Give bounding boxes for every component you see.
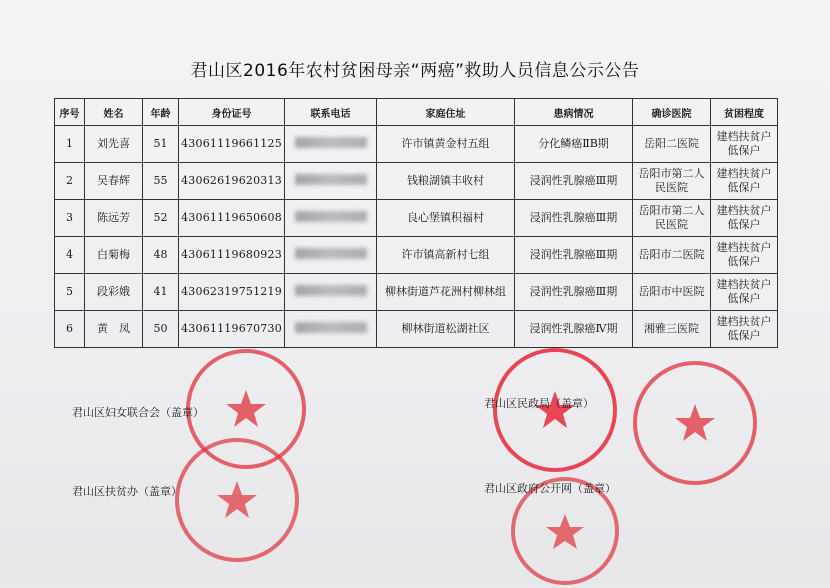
id-number: 43061119661125 [181, 137, 282, 150]
id-number: 43061119680923 [181, 248, 282, 261]
cell-poverty: 建档扶贫户 低保户 [711, 274, 778, 311]
cell-name: 白菊梅 [85, 237, 143, 274]
cell-poverty: 建档扶贫户 低保户 [711, 126, 778, 163]
cell-illness: 浸润性乳腺癌Ⅲ期 [515, 163, 633, 200]
cell-hospital: 岳阳市第二人民医院 [633, 200, 711, 237]
cell-no: 6 [55, 311, 85, 348]
cell-no: 5 [55, 274, 85, 311]
header-hospital: 确诊医院 [633, 99, 711, 126]
header-address: 家庭住址 [377, 99, 515, 126]
cell-no: 2 [55, 163, 85, 200]
table-row [55, 237, 778, 274]
cell-address: 柳林街道松湖社区 [377, 311, 515, 348]
cell-age: 51 [143, 126, 179, 163]
redacted-phone [295, 211, 367, 222]
id-number: 43062319751219 [181, 285, 282, 298]
cell-name: 黄 凤 [85, 311, 143, 348]
cell-name: 吴春辉 [85, 163, 143, 200]
table-header-row [55, 99, 778, 126]
header-poverty: 贫困程度 [711, 99, 778, 126]
cell-phone [285, 274, 377, 311]
redacted-phone [295, 248, 367, 259]
header-id: 身份证号 [179, 99, 285, 126]
cell-phone [285, 126, 377, 163]
cell-name: 刘先喜 [85, 126, 143, 163]
table-row [55, 274, 778, 311]
signature-gov-website: 君山区政府公开网（盖章） [484, 482, 616, 495]
table-row [55, 163, 778, 200]
cell-id [179, 311, 285, 348]
cell-hospital: 岳阳市中医院 [633, 274, 711, 311]
cell-age: 41 [143, 274, 179, 311]
signature-women-federation: 君山区妇女联合会（盖章） [72, 406, 204, 419]
header-illness: 患病情况 [515, 99, 633, 126]
cell-hospital: 岳阳市第二人民医院 [633, 163, 711, 200]
header-no: 序号 [55, 99, 85, 126]
table-row [55, 126, 778, 163]
header-age: 年龄 [143, 99, 179, 126]
cell-address: 钱粮湖镇丰收村 [377, 163, 515, 200]
cell-no: 4 [55, 237, 85, 274]
cell-hospital: 岳阳市二医院 [633, 237, 711, 274]
header-phone: 联系电话 [285, 99, 377, 126]
signature-civil-affairs: 君山区民政局（盖章） [484, 397, 594, 410]
info-table [54, 98, 778, 348]
redacted-phone [295, 137, 367, 148]
cell-phone [285, 311, 377, 348]
cell-hospital: 湘雅三医院 [633, 311, 711, 348]
cell-phone [285, 200, 377, 237]
cell-address: 柳林街道芦花洲村柳林组 [377, 274, 515, 311]
id-number: 43062619620313 [181, 174, 282, 187]
table-row [55, 311, 778, 348]
id-number: 43061119670730 [181, 322, 282, 335]
cell-poverty: 建档扶贫户 低保户 [711, 163, 778, 200]
cell-address: 许市镇黄金村五组 [377, 126, 515, 163]
cell-phone [285, 237, 377, 274]
cell-address: 许市镇高新村七组 [377, 237, 515, 274]
redacted-phone [295, 322, 367, 333]
cell-poverty: 建档扶贫户 低保户 [711, 237, 778, 274]
cell-age: 50 [143, 311, 179, 348]
seal-stamp [630, 358, 760, 488]
cell-name: 陈远芳 [85, 200, 143, 237]
cell-no: 3 [55, 200, 85, 237]
signature-poverty-office: 君山区扶贫办（盖章） [72, 485, 182, 498]
cell-id [179, 163, 285, 200]
cell-name: 段彩娥 [85, 274, 143, 311]
cell-illness: 浸润性乳腺癌Ⅲ期 [515, 200, 633, 237]
redacted-phone [295, 285, 367, 296]
id-number: 43061119650608 [181, 211, 282, 224]
cell-no: 1 [55, 126, 85, 163]
cell-illness: 浸润性乳腺癌Ⅳ期 [515, 311, 633, 348]
cell-id [179, 126, 285, 163]
seal-stamp [172, 435, 302, 565]
cell-age: 48 [143, 237, 179, 274]
redacted-phone [295, 174, 367, 185]
cell-hospital: 岳阳二医院 [633, 126, 711, 163]
cell-illness: 浸润性乳腺癌Ⅲ期 [515, 274, 633, 311]
cell-phone [285, 163, 377, 200]
cell-id [179, 200, 285, 237]
cell-id [179, 274, 285, 311]
cell-age: 52 [143, 200, 179, 237]
cell-poverty: 建档扶贫户 低保户 [711, 200, 778, 237]
cell-illness: 分化鳞癌ⅡB期 [515, 126, 633, 163]
cell-id [179, 237, 285, 274]
header-name: 姓名 [85, 99, 143, 126]
cell-age: 55 [143, 163, 179, 200]
page-title: 君山区2016年农村贫困母亲“两癌”救助人员信息公示公告 [190, 61, 640, 81]
cell-illness: 浸润性乳腺癌Ⅲ期 [515, 237, 633, 274]
table-row [55, 200, 778, 237]
cell-poverty: 建档扶贫户 低保户 [711, 311, 778, 348]
cell-address: 良心堡镇积福村 [377, 200, 515, 237]
